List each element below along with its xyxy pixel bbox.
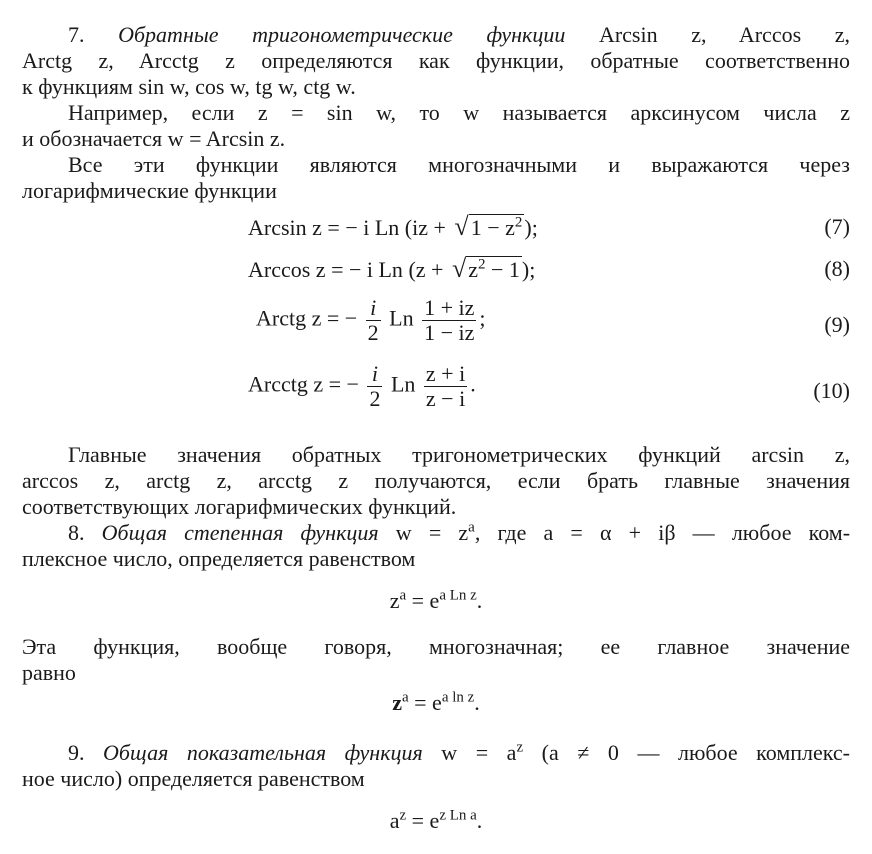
p8-eq2-tail: .: [474, 690, 480, 715]
main-values-line-1: Главные значения обратных тригонометрических функций arcsin z,: [68, 442, 850, 467]
sqrt-icon: √: [451, 254, 467, 283]
formula-9-coef: [366, 296, 381, 345]
p7-functions: Arcsin z, Arccos z,: [598, 22, 851, 47]
formula-8: [248, 256, 535, 283]
formula-10-coef-den: 2: [369, 386, 381, 411]
p8-line-1: [68, 520, 850, 546]
formula-10-tail: .: [470, 371, 476, 397]
formula-10-fraction: [424, 362, 467, 411]
p9-line-2: ное число) определяется равенством: [22, 766, 365, 791]
p9-eq-eq: = e: [406, 808, 440, 833]
p7-line-6: Все эти функции являются многозначными и выражаются через: [68, 152, 850, 177]
formula-9-number: (9): [824, 312, 850, 337]
p7-line-3: к функциям sin w, cos w, tg w, ctg w.: [22, 74, 356, 99]
formula-8-radicand: $z^2 - 1$: [468, 256, 520, 282]
p8-def-text: w = z: [395, 520, 469, 545]
p8-line-3: Эта функция, вообще говоря, многозначная; ее главное значение: [22, 634, 850, 659]
formula-9-coef-den: 2: [367, 320, 379, 345]
p9-term: Общая показательная функция: [103, 740, 423, 765]
formula-8-radicand-rest: − 1: [485, 257, 520, 282]
formula-8-tail: );: [521, 257, 536, 282]
p9-def-sup: z: [516, 739, 524, 756]
p8-eq1-exp: a Ln z: [439, 587, 477, 604]
formula-10-fraction-den: z − i: [425, 386, 466, 411]
p9-def-text: w = a: [441, 740, 517, 765]
p9-eq-sup: z: [399, 807, 407, 824]
p8-term: Общая степенная функция: [101, 520, 379, 545]
p8-number: 8.: [68, 520, 85, 545]
p9-eq-base: a: [389, 808, 400, 833]
formula-9-tail: ;: [479, 305, 486, 331]
formula-9-ln: Ln: [389, 305, 414, 331]
formula-9-lhs: Arctg z = −: [256, 305, 358, 331]
p8-definition: [396, 520, 475, 545]
p9-line-1: [68, 740, 850, 766]
p8-eq2-exp: a ln z: [441, 689, 475, 706]
formula-7-radicand: $1 - z^2$: [470, 214, 523, 240]
p7-line-7: логарифмические функции: [22, 178, 277, 203]
p9-eq-exp: z Ln a: [439, 807, 477, 824]
p8-line-2: плексное число, определяется равенством: [22, 546, 416, 571]
formula-10-fraction-num: z + i: [425, 361, 466, 386]
formula-7: [248, 214, 538, 241]
formula-10-coef: [367, 362, 382, 411]
p8-equation-1: [0, 588, 872, 614]
formula-9: [256, 296, 486, 345]
p8-eq1-eq: = e: [406, 588, 440, 613]
formula-8-arg: (z +: [408, 257, 449, 282]
formula-7-tail: );: [524, 215, 538, 240]
p8-line-4: равно: [22, 660, 76, 685]
main-values-line-3: соответствующих логарифмических функций.: [22, 494, 457, 519]
p8-eq1-tail: .: [476, 588, 483, 613]
p7-line-5: и обозначается w = Arcsin z.: [22, 126, 286, 151]
formula-10-ln: Ln: [390, 371, 416, 397]
formula-10-lhs: Arcctg z = −: [248, 371, 359, 397]
p7-number: 7.: [68, 22, 85, 47]
formula-10-number: (10): [813, 378, 850, 403]
p8-eq2-base: z: [392, 690, 402, 715]
formula-9-fraction-den: 1 − iz: [424, 320, 475, 345]
p8-equation-2: [0, 690, 872, 716]
formula-7-lhs: Arcsin z = − i Ln: [248, 215, 400, 240]
p8-eq1-base: z: [389, 588, 400, 613]
formula-10-coef-num: i: [371, 361, 378, 386]
p8-eq2-sup: a: [401, 689, 409, 706]
p8-eq1-sup: a: [399, 587, 407, 604]
p7-term: Обратные тригонометрические функции: [118, 22, 566, 47]
p7-line-1: [68, 22, 850, 48]
main-values-line-2: arccos z, arctg z, arcctg z получаются, если брать главные значения: [22, 468, 850, 493]
formula-7-radicand-text: 1 − z: [470, 215, 515, 240]
formula-8-number: (8): [824, 256, 850, 281]
formula-9-fraction-num: 1 + iz: [424, 295, 475, 320]
p9-eq-tail: .: [476, 808, 483, 833]
formula-8-radicand-text: z: [468, 257, 478, 282]
formula-9-coef-num: i: [370, 295, 377, 320]
formula-7-number: (7): [824, 214, 850, 239]
formula-9-fraction: [422, 296, 476, 345]
p7-line-4: Например, если z = sin w, то w называется арксинусом числа z: [68, 100, 850, 125]
p9-rest: (a ≠ 0 — любое комплекс-: [523, 740, 850, 765]
formula-10: [248, 362, 476, 411]
p8-rest: , где a = α + iβ — любое ком-: [474, 520, 851, 545]
formula-7-arg: (iz +: [404, 215, 452, 240]
p9-equation: [0, 808, 872, 834]
p9-definition: [441, 740, 523, 765]
formula-8-lhs: Arccos z = − i Ln: [248, 257, 403, 282]
p9-number: 9.: [68, 740, 85, 765]
p7-line-2: Arctg z, Arcctg z определяются как функции, обратные соответственно: [22, 48, 850, 73]
p8-def-sup: a: [468, 519, 475, 536]
sqrt-icon: √: [454, 212, 469, 241]
p8-eq2-eq: = e: [408, 690, 442, 715]
